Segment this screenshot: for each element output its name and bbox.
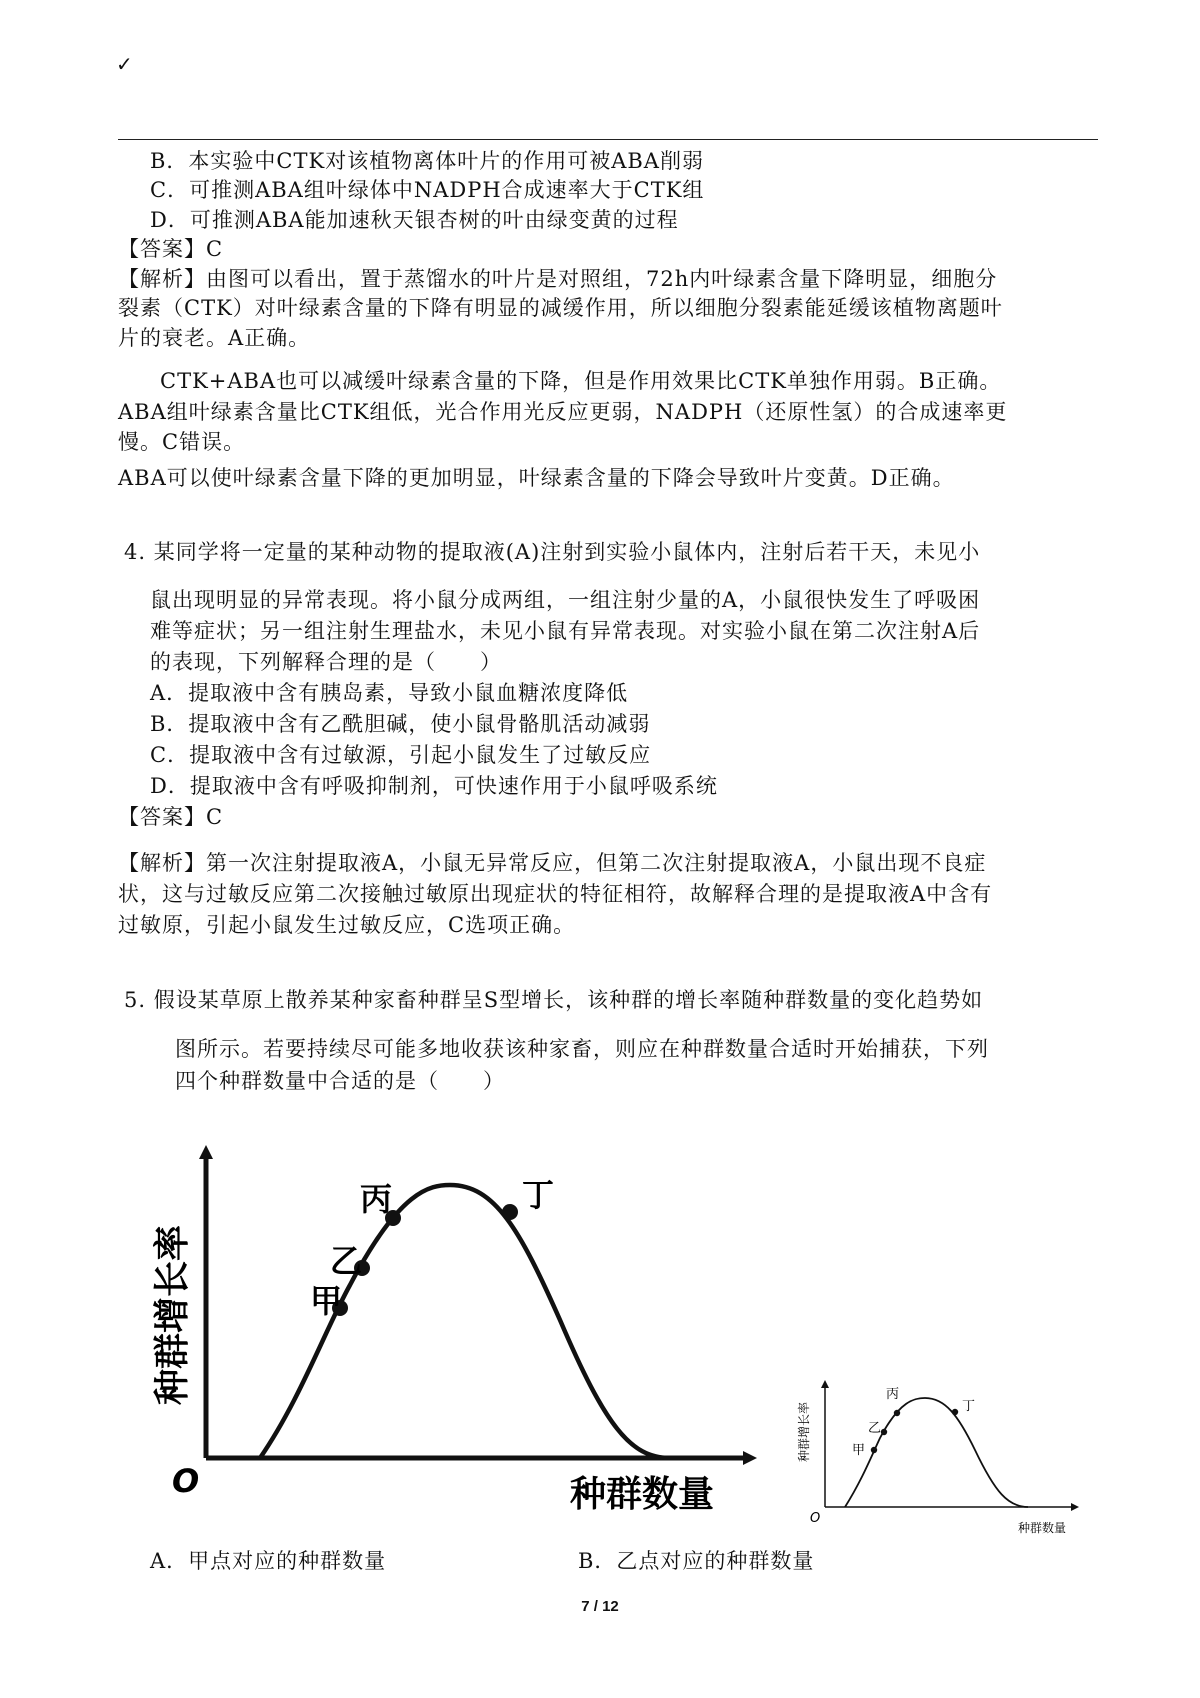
page-number: 7 / 12 <box>581 1598 619 1615</box>
label-bing: 丙 <box>360 1180 393 1218</box>
point-jia-small <box>871 1447 877 1453</box>
q4-stem-line: 的表现，下列解释合理的是（ ） <box>150 650 502 674</box>
q3-answer: 【答案】C <box>118 237 224 261</box>
x-axis-label-small: 种群数量 <box>1018 1521 1067 1535</box>
label-bing-small: 丙 <box>886 1387 900 1402</box>
q4-option-b: B．提取液中含有乙酰胆碱，使小鼠骨骼肌活动减弱 <box>150 712 651 736</box>
y-axis-label: 种群增长率 <box>152 1224 193 1406</box>
header-rule <box>118 139 1098 140</box>
x-axis-label: 种群数量 <box>570 1474 715 1515</box>
origin-label: O <box>172 1462 200 1500</box>
q3-analysis-line: ABA组叶绿素含量比CTK组低，光合作用光反应更弱，NADPH（还原性氢）的合成速率更 <box>118 400 1008 424</box>
label-yi: 乙 <box>330 1242 363 1280</box>
y-axis-label-small: 种群增长率 <box>797 1401 811 1463</box>
q5-stem-line: 图所示。若要持续尽可能多地收获该种家畜，则应在种群数量合适时开始捕获，下列 <box>175 1037 989 1061</box>
q4-option-d: D．提取液中含有呼吸抑制剂，可快速作用于小鼠呼吸系统 <box>150 774 718 798</box>
point-yi-small <box>881 1429 887 1435</box>
q4-option-c: C．提取液中含有过敏源，引起小鼠发生了过敏反应 <box>150 743 652 767</box>
point-bing-small <box>894 1410 900 1416</box>
q3-analysis-line: ABA可以使叶绿素含量下降的更加明显，叶绿素含量的下降会导致叶片变黄。D正确。 <box>118 466 955 490</box>
origin-label-small: O <box>810 1511 821 1526</box>
q3-analysis-line: 慢。C错误。 <box>118 430 246 454</box>
point-ding-small <box>952 1409 958 1415</box>
q4-analysis-line: 状，这与过敏反应第二次接触过敏原出现症状的特征相符，故解释合理的是提取液A中含有 <box>118 882 993 906</box>
q4-stem-line: 鼠出现明显的异常表现。将小鼠分成两组，一组注射少量的A，小鼠很快发生了呼吸困 <box>150 588 981 612</box>
q4-analysis-line: 过敏原，引起小鼠发生过敏反应，C选项正确。 <box>118 913 576 937</box>
q3-analysis-line: 片的衰老。A正确。 <box>118 326 311 350</box>
label-ding: 丁 <box>522 1176 555 1214</box>
label-yi-small: 乙 <box>868 1421 882 1436</box>
q3-analysis-line: 【解析】由图可以看出，置于蒸馏水的叶片是对照组，72h内叶绿素含量下降明显，细胞分 <box>118 267 998 291</box>
q3-option-d: D．可推测ABA能加速秋天银杏树的叶由绿变黄的过程 <box>150 208 679 232</box>
point-ding <box>502 1204 518 1220</box>
growth-rate-figure-small <box>790 1370 1100 1540</box>
q3-option-c: C．可推测ABA组叶绿体中NADPH合成速率大于CTK组 <box>150 178 705 202</box>
q5-option-a: A．甲点对应的种群数量 <box>150 1549 387 1573</box>
q4-analysis-line: 【解析】第一次注射提取液A，小鼠无异常反应，但第二次注射提取液A，小鼠出现不良症 <box>118 851 987 875</box>
q5-option-b: B．乙点对应的种群数量 <box>578 1549 815 1573</box>
q4-option-a: A．提取液中含有胰岛素，导致小鼠血糖浓度降低 <box>150 681 629 705</box>
check-mark: ✓ <box>116 52 133 76</box>
q4-stem-line: 难等症状；另一组注射生理盐水，未见小鼠有异常表现。对实验小鼠在第二次注射A后 <box>150 619 981 643</box>
growth-rate-figure-large <box>150 1140 770 1530</box>
q4-answer: 【答案】C <box>118 805 224 829</box>
q5-stem-line: 5. 假设某草原上散养某种家畜种群呈S型增长，该种群的增长率随种群数量的变化趋势如 <box>124 988 984 1012</box>
q4-stem-line: 4. 某同学将一定量的某种动物的提取液(A)注射到实验小鼠体内，注射后若干天，未见小 <box>124 540 981 564</box>
q3-analysis-line: 裂素（CTK）对叶绿素含量的下降有明显的减缓作用，所以细胞分裂素能延缓该植物离题叶 <box>118 296 1003 320</box>
label-ding-small: 丁 <box>962 1399 976 1414</box>
q5-stem-line: 四个种群数量中合适的是（ ） <box>175 1069 505 1093</box>
growth-curve <box>260 1185 670 1458</box>
label-jia-small: 甲 <box>852 1443 866 1458</box>
q3-analysis-line: CTK+ABA也可以减缓叶绿素含量的下降，但是作用效果比CTK单独作用弱。B正确。 <box>160 369 1002 393</box>
q3-option-b: B．本实验中CTK对该植物离体叶片的作用可被ABA削弱 <box>150 149 704 173</box>
label-jia: 甲 <box>310 1282 343 1320</box>
